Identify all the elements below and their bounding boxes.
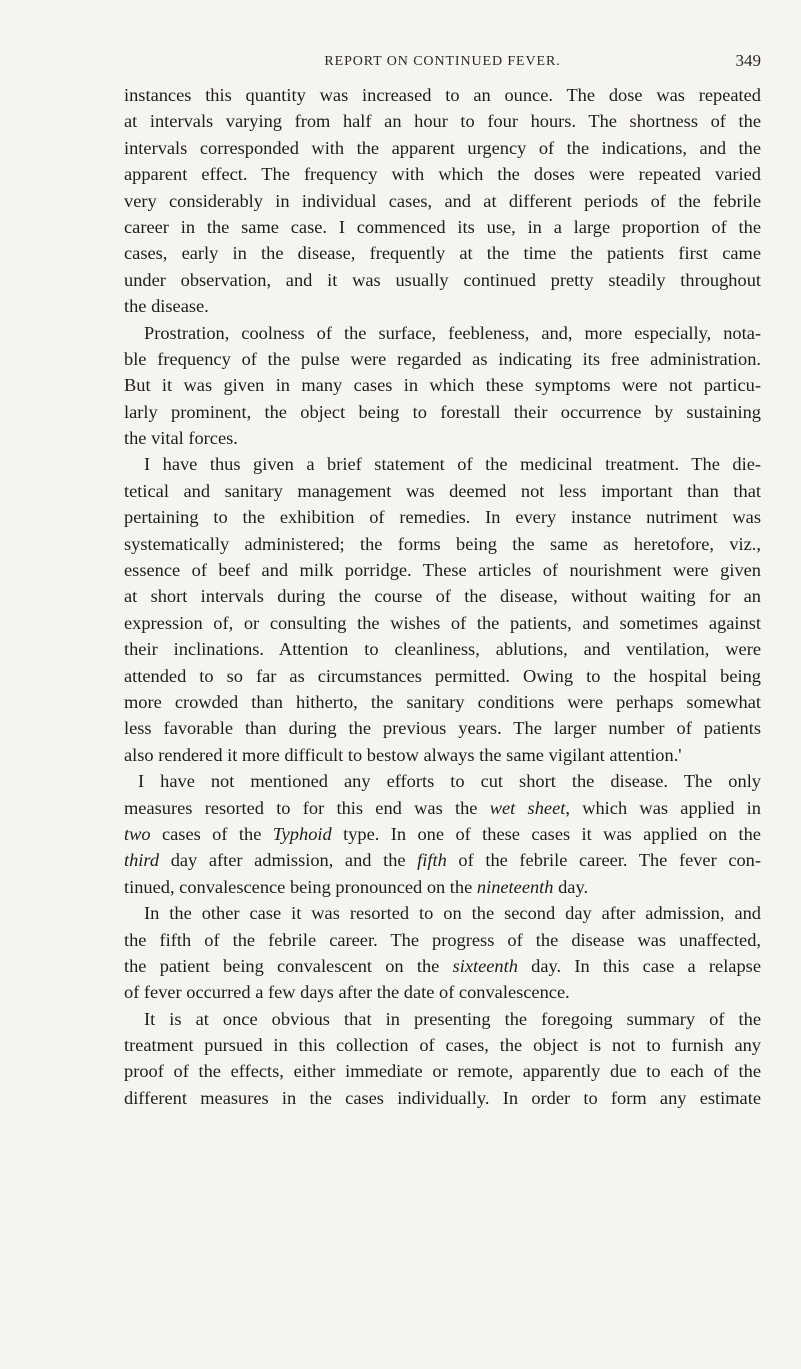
running-header (124, 51, 761, 76)
italic-term: wet sheet (489, 797, 566, 818)
text-line: systematically administered; the forms being the same as heretofore, viz., (124, 533, 761, 554)
text-line: But it was given in many cases in which these symptoms were not particu- (124, 375, 761, 396)
text-line: at intervals varying from half an hour to four hours. The shortness of the (124, 111, 761, 132)
text-line: treatment pursued in this collection of cases, the object is not to furnish any (124, 1035, 761, 1056)
italic-term: third (124, 850, 160, 871)
text-line: essence of beef and milk porridge. These articles of nourishment were given (124, 560, 761, 581)
text-line: larly prominent, the object being to forestall their occurrence by sustaining (124, 401, 761, 422)
italic-term: nineteenth (476, 876, 554, 897)
running-title: REPORT ON CONTINUED FEVER. (324, 54, 561, 69)
italic-term: two (124, 823, 151, 844)
text-line: Prostration, coolness of the surface, feebleness, and, more especially, nota- (144, 322, 761, 343)
text-line: tinued, convalescence being pronounced on the nineteenth day. (124, 876, 589, 897)
text-line: I have not mentioned any efforts to cut short the disease. The only (138, 771, 761, 792)
text-line: more crowded than hitherto, the sanitary conditions were perhaps somewhat (124, 691, 761, 712)
italic-term: Typhoid (272, 823, 332, 844)
text-line: third day after admission, and the fifth of the febrile career. The fever con- (124, 850, 761, 871)
text-line: ble frequency of the pulse were regarded as indicating its free administration. (124, 348, 761, 369)
text-line: proof of the effects, either immediate or remote, apparently due to each of the (124, 1061, 761, 1082)
text-line: attended to so far as circumstances permitted. Owing to the hospital being (124, 665, 761, 686)
text-line: pertaining to the exhibition of remedies. In every instance nutriment was (124, 507, 761, 528)
text-line: tetical and sanitary management was deemed not less important than that (124, 480, 761, 501)
text-line: I have thus given a brief statement of the medicinal treatment. The die- (144, 454, 761, 475)
text-line: very considerably in individual cases, and at different periods of the febrile (124, 190, 761, 211)
text-line: less favorable than during the previous years. The larger number of patients (124, 718, 761, 739)
text-line: intervals corresponded with the apparent urgency of the indications, and the (124, 137, 761, 158)
italic-term: fifth (417, 850, 447, 871)
text-line: under observation, and it was usually continued pretty steadily throughout (124, 269, 761, 290)
text-line: two cases of the Typhoid type. In one of these cases it was applied on the (124, 823, 761, 844)
text-line: the patient being convalescent on the sixteenth day. In this case a relapse (124, 955, 761, 976)
text-line: the vital forces. (124, 428, 238, 449)
page-number: 349 (735, 51, 761, 70)
body-text (124, 82, 761, 1111)
text-line: measures resorted to for this end was the wet sheet, which was applied in (124, 797, 761, 818)
italic-term: sixteenth (452, 955, 518, 976)
text-line: In the other case it was resorted to on the second day after admission, and (144, 903, 761, 924)
text-line: apparent effect. The frequency with which the doses were repeated varied (124, 164, 761, 185)
text-line: career in the same case. I commenced its use, in a large proportion of the (124, 216, 761, 237)
text-line: different measures in the cases individually. In order to form any estimate (124, 1087, 761, 1108)
text-line: the disease. (124, 296, 209, 317)
text-line: instances this quantity was increased to an ounce. The dose was repeated (124, 85, 761, 105)
text-line: at short intervals during the course of the disease, without waiting for an (124, 586, 761, 607)
text-line: the fifth of the febrile career. The progress of the disease was unaffected, (124, 929, 761, 950)
text-line: of fever occurred a few days after the date of convalescence. (124, 982, 570, 1003)
text-line: cases, early in the disease, frequently at the time the patients first came (124, 243, 761, 264)
text-line: their inclinations. Attention to cleanliness, ablutions, and ventilation, were (124, 639, 761, 660)
text-line: expression of, or consulting the wishes of the patients, and sometimes against (124, 612, 761, 633)
text-line: also rendered it more difficult to bestow always the same vigilant attention.' (124, 744, 682, 765)
text-line: It is at once obvious that in presenting the foregoing summary of the (144, 1008, 761, 1029)
